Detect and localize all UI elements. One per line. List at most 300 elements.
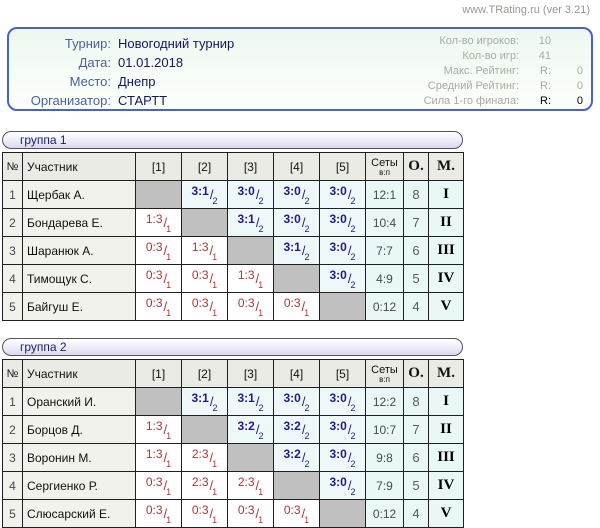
games-won: 1 [212,279,218,290]
max-rating-value: 0 [576,65,583,77]
games-won: 1 [258,307,264,318]
participant-name: Борцов Д. [23,416,136,444]
score-value: 0:3 [145,474,163,489]
col-participant: Участник [23,153,136,181]
points-value: 6 [404,444,429,472]
slash-glyph: / [301,242,306,258]
score-value: 3:0 [329,418,347,433]
score-cell [274,500,320,528]
score-cell [274,444,320,472]
self-cell [320,293,366,321]
max-rating-label: Макс. Рейтинг: [443,65,519,77]
games-won: 2 [350,458,356,469]
place-value: III [429,444,464,472]
games-won: 2 [258,195,264,206]
games-won: 2 [350,486,356,497]
sets-value: 9:8 [366,444,404,472]
games-won: 2 [258,430,264,441]
games-fraction [347,242,356,262]
table-row [3,237,464,265]
score-value: 3:2 [283,418,301,433]
games-fraction [301,186,310,206]
table-row [3,388,464,416]
score-cell [136,293,182,321]
slash-glyph: / [301,298,306,314]
col-round-5: [5] [320,153,366,181]
col-points: О. [404,360,429,388]
games-fraction [163,242,172,262]
points-value: 4 [404,293,429,321]
row-number: 3 [3,444,23,472]
row-number: 5 [3,293,23,321]
final-strength-r: R: [540,95,551,107]
games-won: 1 [212,514,218,525]
col-round-4: [4] [274,360,320,388]
row-number: 2 [3,209,23,237]
col-round-5: [5] [320,360,366,388]
self-cell [274,265,320,293]
table-row [3,416,464,444]
games-fraction [301,214,310,234]
games-won: 2 [258,223,264,234]
group-2-body [3,388,464,528]
score-cell [320,181,366,209]
slash-glyph: / [301,449,306,465]
avg-rating-r: R: [540,80,551,92]
tournament-value: Новогодний турнир [118,36,235,51]
score-value: 0:3 [191,502,209,517]
col-round-1: [1] [136,360,182,388]
participant-name: Щербак А. [23,181,136,209]
score-value: 3:0 [237,183,255,198]
score-value: 3:1 [237,390,255,405]
games-won: 1 [258,279,264,290]
tournament-stats [399,35,583,107]
slash-glyph: / [209,298,214,314]
self-cell [228,444,274,472]
games-won: 2 [304,223,310,234]
slash-glyph: / [163,214,168,230]
place-value: II [429,416,464,444]
score-cell [320,209,366,237]
group-2-section [2,338,463,528]
games-fraction [163,270,172,290]
slash-glyph: / [209,186,214,202]
score-value: 3:0 [329,239,347,254]
col-place: М. [429,153,464,181]
games-fraction [255,186,264,206]
site-link[interactable]: www.TRating.ru (ver 3.21) [462,4,590,16]
games-fraction [209,242,218,262]
games-fraction [301,242,310,262]
points-value: 5 [404,265,429,293]
score-cell [182,388,228,416]
score-cell [136,265,182,293]
group-1-section [2,131,463,321]
score-cell [320,444,366,472]
participant-name: Байгуш Е. [23,293,136,321]
score-value: 1:3 [145,418,163,433]
games-won: 1 [166,223,172,234]
group-2-title: группа 2 [20,340,67,354]
games-won: 1 [212,458,218,469]
games-fraction [347,186,356,206]
score-cell [182,181,228,209]
slash-glyph: / [347,449,352,465]
games-fraction [347,270,356,290]
slash-glyph: / [209,242,214,258]
place-value: III [429,237,464,265]
games-fraction [209,449,218,469]
col-points: О. [404,153,429,181]
sets-value: 10:7 [366,416,404,444]
score-value: 3:0 [329,183,347,198]
points-value: 6 [404,237,429,265]
score-cell [136,444,182,472]
games-won: 2 [304,251,310,262]
self-cell [274,472,320,500]
score-value: 3:1 [191,183,209,198]
score-value: 0:3 [145,502,163,517]
games-won: 1 [166,514,172,525]
slash-glyph: / [163,505,168,521]
score-cell [136,237,182,265]
self-cell [182,209,228,237]
final-strength-value: 0 [576,95,583,107]
avg-rating-label: Средний Рейтинг: [427,80,519,92]
slash-glyph: / [255,270,260,286]
score-value: 3:2 [283,446,301,461]
games-won: 1 [212,486,218,497]
row-number: 5 [3,500,23,528]
group-1-body [3,181,464,321]
games-won: 1 [304,307,310,318]
slash-glyph: / [209,477,214,493]
tournament-info-left [15,36,235,108]
games-won: 1 [166,486,172,497]
participant-name: Бондарева Е. [23,209,136,237]
score-value: 0:3 [145,295,163,310]
score-cell [182,500,228,528]
participant-name: Слюсарский Е. [23,500,136,528]
slash-glyph: / [255,214,260,230]
score-cell [182,293,228,321]
place-value: I [429,181,464,209]
col-participant: Участник [23,360,136,388]
slash-glyph: / [163,270,168,286]
games-won: 1 [166,279,172,290]
games-won: 2 [304,195,310,206]
self-cell [228,237,274,265]
col-sets: Сеты в:п [366,360,404,388]
games-won: 2 [304,402,310,413]
score-cell [182,472,228,500]
place-value: IV [429,265,464,293]
score-value: 2:3 [191,446,209,461]
max-rating-r: R: [540,65,551,77]
score-value: 1:3 [191,239,209,254]
score-cell [228,293,274,321]
games-fraction [347,449,356,469]
score-value: 3:0 [283,390,301,405]
sets-value: 4:9 [366,265,404,293]
games-fraction [163,421,172,441]
score-cell [182,444,228,472]
place-value: II [429,209,464,237]
score-cell [320,265,366,293]
games-count-label: Кол-во игр: [462,50,519,62]
score-cell [136,500,182,528]
table-row [3,500,464,528]
games-fraction [163,449,172,469]
score-value: 3:0 [329,474,347,489]
score-value: 1:3 [237,267,255,282]
games-fraction [255,270,264,290]
games-fraction [255,505,264,525]
games-fraction [301,505,310,525]
score-cell [136,209,182,237]
col-round-1: [1] [136,153,182,181]
score-value: 3:2 [237,418,255,433]
col-sets: Сеты в:п [366,153,404,181]
slash-glyph: / [255,393,260,409]
games-fraction [255,214,264,234]
players-count-label: Кол-во игроков: [439,35,519,47]
organizer-label: Организатор: [30,93,111,108]
games-fraction [255,421,264,441]
score-value: 1:3 [145,446,163,461]
score-value: 2:3 [237,474,255,489]
sets-value: 0:12 [366,293,404,321]
tournament-info-panel [7,27,593,111]
table-row [3,181,464,209]
score-cell [228,500,274,528]
slash-glyph: / [209,449,214,465]
table-row [3,444,464,472]
score-cell [274,237,320,265]
slash-glyph: / [163,298,168,314]
score-value: 3:0 [329,267,347,282]
self-cell [136,181,182,209]
place-value: Днепр [118,74,156,89]
col-round-4: [4] [274,153,320,181]
games-won: 2 [350,279,356,290]
col-round-2: [2] [182,360,228,388]
sets-value: 12:1 [366,181,404,209]
score-cell [274,293,320,321]
points-value: 5 [404,472,429,500]
score-cell [182,237,228,265]
slash-glyph: / [347,214,352,230]
score-cell [228,265,274,293]
score-cell [320,388,366,416]
points-value: 4 [404,500,429,528]
place-label: Место: [69,74,111,89]
games-won: 2 [350,430,356,441]
games-fraction [209,186,218,206]
row-number: 2 [3,416,23,444]
games-fraction [347,421,356,441]
slash-glyph: / [209,505,214,521]
games-won: 1 [212,307,218,318]
score-value: 0:3 [145,267,163,282]
sets-value: 7:7 [366,237,404,265]
row-number: 4 [3,265,23,293]
row-number: 4 [3,472,23,500]
games-fraction [301,421,310,441]
header-row [3,153,464,181]
score-value: 0:3 [237,295,255,310]
score-value: 0:3 [191,295,209,310]
score-value: 1:3 [145,211,163,226]
col-round-3: [3] [228,153,274,181]
score-cell [228,388,274,416]
games-fraction [163,477,172,497]
games-won: 1 [258,514,264,525]
organizer-value: СТАРТТ [118,93,168,108]
sets-value: 10:4 [366,209,404,237]
slash-glyph: / [255,477,260,493]
header-row [3,360,464,388]
col-place: М. [429,360,464,388]
score-cell [274,209,320,237]
games-won: 1 [258,486,264,497]
slash-glyph: / [255,186,260,202]
score-cell [320,237,366,265]
col-number: № [3,360,23,388]
score-value: 3:0 [329,211,347,226]
slash-glyph: / [347,421,352,437]
score-cell [274,388,320,416]
slash-glyph: / [163,477,168,493]
games-fraction [209,393,218,413]
score-cell [274,416,320,444]
slash-glyph: / [347,393,352,409]
col-number: № [3,153,23,181]
players-count-value: 10 [538,35,551,47]
slash-glyph: / [255,505,260,521]
games-fraction [347,477,356,497]
slash-glyph: / [347,242,352,258]
score-value: 3:0 [283,183,301,198]
avg-rating-value: 0 [576,80,583,92]
score-value: 3:1 [191,390,209,405]
sets-value: 7:9 [366,472,404,500]
slash-glyph: / [301,505,306,521]
slash-glyph: / [163,421,168,437]
score-cell [228,416,274,444]
score-value: 0:3 [283,295,301,310]
score-cell [228,181,274,209]
slash-glyph: / [163,242,168,258]
slash-glyph: / [255,298,260,314]
row-number: 3 [3,237,23,265]
score-cell [136,472,182,500]
games-won: 1 [212,251,218,262]
score-value: 0:3 [191,267,209,282]
games-fraction [255,393,264,413]
slash-glyph: / [347,186,352,202]
games-fraction [209,270,218,290]
score-cell [320,472,366,500]
col-round-3: [3] [228,360,274,388]
group-1-title-bar [2,131,463,149]
self-cell [320,500,366,528]
sets-value: 0:12 [366,500,404,528]
place-value: IV [429,472,464,500]
games-won: 1 [166,430,172,441]
score-cell [228,472,274,500]
self-cell [136,388,182,416]
games-fraction [301,449,310,469]
self-cell [182,416,228,444]
points-value: 8 [404,388,429,416]
place-value: I [429,388,464,416]
games-fraction [209,477,218,497]
group-1-title: группа 1 [20,133,67,147]
score-cell [320,416,366,444]
score-value: 3:0 [283,211,301,226]
row-number: 1 [3,388,23,416]
points-value: 8 [404,181,429,209]
score-cell [182,265,228,293]
participant-name: Оранский И. [23,388,136,416]
games-fraction [301,393,310,413]
score-value: 3:1 [283,239,301,254]
slash-glyph: / [209,270,214,286]
slash-glyph: / [301,393,306,409]
slash-glyph: / [347,477,352,493]
participant-name: Сергиенко Р. [23,472,136,500]
games-won: 2 [350,195,356,206]
games-won: 2 [350,402,356,413]
sets-value: 12:2 [366,388,404,416]
place-value: V [429,293,464,321]
games-won: 2 [212,402,218,413]
games-fraction [347,393,356,413]
games-fraction [163,505,172,525]
games-won: 2 [212,195,218,206]
slash-glyph: / [255,421,260,437]
score-value: 0:3 [145,239,163,254]
place-value: V [429,500,464,528]
score-value: 2:3 [191,474,209,489]
group-2-table [2,359,464,528]
games-won: 1 [304,514,310,525]
group-1-table [2,152,464,321]
col-round-2: [2] [182,153,228,181]
games-won: 2 [350,251,356,262]
games-won: 2 [304,458,310,469]
games-fraction [163,214,172,234]
table-row [3,293,464,321]
games-won: 2 [304,430,310,441]
slash-glyph: / [209,393,214,409]
score-value: 0:3 [283,502,301,517]
slash-glyph: / [301,214,306,230]
games-fraction [301,298,310,318]
row-number: 1 [3,181,23,209]
slash-glyph: / [163,449,168,465]
table-row [3,265,464,293]
table-row [3,209,464,237]
games-fraction [255,298,264,318]
games-won: 2 [258,402,264,413]
date-label: Дата: [78,55,111,70]
score-value: 0:3 [237,502,255,517]
participant-name: Воронин М. [23,444,136,472]
score-cell [136,416,182,444]
